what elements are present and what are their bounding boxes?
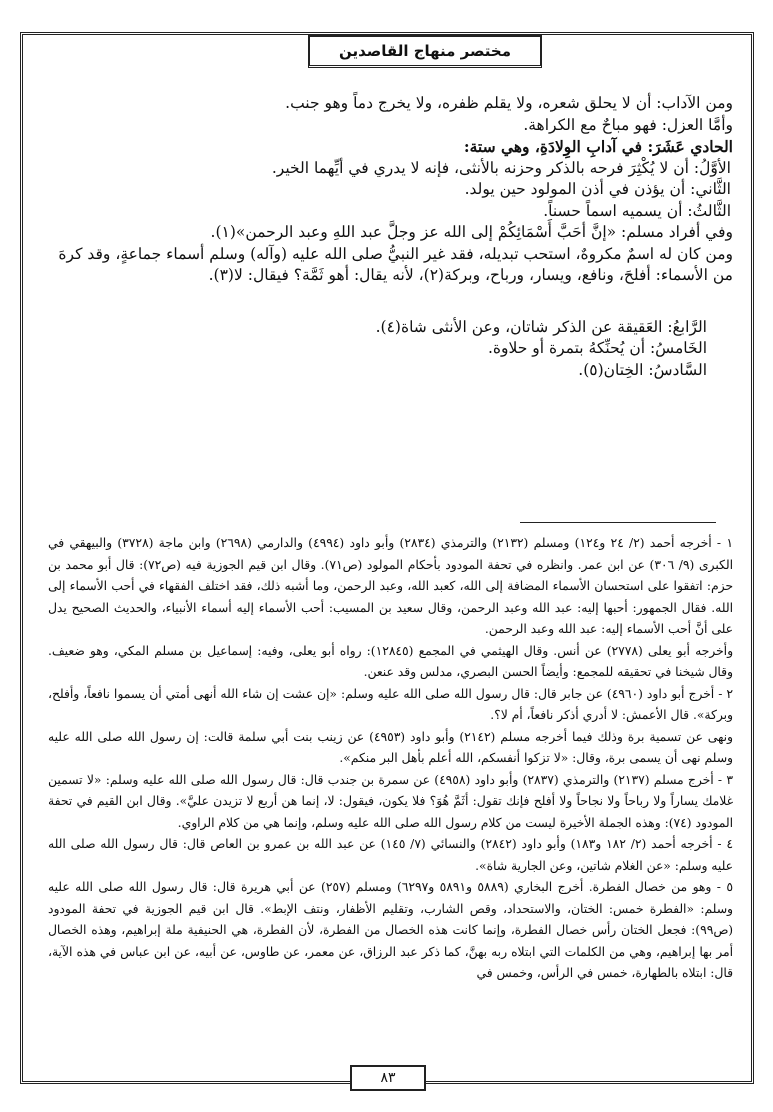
item-fourth: الرَّابعُ: العَقيقة عن الذكر شاتان، وعن الأنثى شاة(٤). [375, 317, 707, 336]
item-second: الثَّاني: أن يؤذن في أذن المولود حين يولد. [464, 180, 731, 198]
paragraph-hadith-names: وفي أفراد مسلم: «إنَّ أحَبَّ أَسْمَائِكُمْ إلى الله عز وجلَّ عبد اللهِ وعبد الرحمن»(١). [210, 223, 733, 241]
footnotes [48, 533, 733, 985]
paragraph-azl: وأمَّا العزل: فهو مباحٌ مع الكراهة. [523, 115, 733, 134]
footnote-1: ١ - أخرجه أحمد (٢/ ٢٤ و١٢٤) ومسلم (٢١٣٢) والترمذي (٢٨٣٤) وأبو داود (٤٩٩٤) والدارمي (٢٦٩٨) وابن ماجة (٣٧٢٨) والبيهقي في الكبرى (٩/ ٣٠٦) عن ابن عمر. وانظره في تحفة المودود بأحكام المولود (ص٧١). وقال ابن قيم الجوزية فيه (ص٧٢): قال أبو محمد بن حزم: اتفقوا على استحسان الأسماء المضافة إلى الله، كعبد الله، وعبد الرحمن، وما أشبه ذلك، فقد اختلف الفقهاء في أحب الأسماء إلى الله. فقال الجمهور: أحبها إليه: عبد الله وعبد الرحمن، وقال سعيد بن المسيب: أحب الأسماء إليه أسماء الأنبياء، والحديث الصحيح يدل على أنَّ أحب الأسماء إليه: عبد الله وعبد الرحمن. [48, 536, 734, 636]
footnote-2: ٢ - أخرج أبو داود (٤٩٦٠) عن جابر قال: قال رسول الله صلى الله عليه وسلم: «إن عشت إن شاء الله أنهى أمتي أن يسموا نافعاً، وأفلح، وبركة». قال الأعمش: لا أدري أذكر نافعاً، أم لا؟. [48, 686, 733, 722]
footnote-5: ٥ - وهو من خصال الفطرة. أخرج البخاري (٥٨٨٩ و٥٨٩١ و٦٢٩٧) ومسلم (٢٥٧) عن أبي هريرة قال: قال رسول الله صلى الله عليه وسلم: «الفطرة خمس: الختان، والاستحداد، وقص الشارب، وتقليم الأظفار، ونتف الإبط». قال ابن قيم الجوزية في تحفة المودود (ص٩٩): فجعل الختان رأس خصال الفطرة، وإنما كانت هذه الخصال من الفطرة، لأن الفطرة، هي الحنيفية ملة إبراهيم، وهذه الخصال أمر بها إبراهيم، وهي من الكلمات التي ابتلاه ربه بهنَّ، كما ذكر عبد الرزاق، عن معمر، عن طاوس، عن أبيه، عن ابن عباس في هذه الآية، قال: ابتلاه بالطهارة، خمس في الرأس، وخمس في [48, 880, 733, 980]
footnote-separator [520, 522, 716, 523]
section-heading-wiladah: الحادي عَشَرَ: في آدابِ الوِلادَةِ، وهي ستة: [463, 137, 733, 156]
item-sixth: السَّادسُ: الخِتان(٥). [578, 360, 707, 379]
footnote-1-cont: وأخرجه أبو يعلى (٢٧٧٨) عن أنس. وقال الهيثمي في المجمع (١٢٨٤٥): رواه أبو يعلى، وفيه: إسماعيل بن مسلم المكي، وهو ضعيف. وقال شيخنا في تحقيقه للمجمع: وأيضاً الحسن البصري، مدلس وقد عنعن. [48, 643, 734, 679]
running-header: مختصر منهاج القاصدين [308, 35, 542, 68]
item-first: الأوَّلُ: أن لا يُكْثِرَ فرحه بالذكر وحزنه بالأنثى، فإنه لا يدري في أيِّهما الخير. [271, 158, 731, 177]
footnote-4: ٤ - أخرجه أحمد (٢/ ١٨٢ و١٨٣) وأبو داود (٢٨٤٢) والنسائي (٧/ ١٤٥) عن عبد الله بن عمرو بن العاص قال: قال رسول الله صلى الله عليه وسلم: «عن الغلام شاتين، وعن الجارية شاة». [48, 837, 734, 873]
main-text [48, 93, 733, 381]
paragraph-disliked-names: ومن كان له اسمٌ مكروهٌ، استحب تبديله، فقد غير النبيُّ صلى الله عليه (وآله) وسلم أسماء جماعةٍ، وقد كرهَ من الأسماء: أفلحَ، ونافع، ويسار، ورباح، وبركة(٢)، لأنه يقال: أهو ثَمَّة؟ فيقال: لا(٣). [58, 244, 733, 284]
item-fifth: الخَامسُ: أن يُحنِّكهُ بتمرة أو حلاوة. [487, 339, 707, 357]
paragraph-adab: ومن الآداب: أن لا يحلق شعره، ولا يقلم ظفره، ولا يخرج دماً وهو جنب. [285, 94, 733, 112]
footnote-2-cont: ونهى عن تسمية برة وذلك فيما أخرجه مسلم (٢١٤٢) وأبو داود (٤٩٥٣) عن زينب بنت أبي سلمة قالت: إن رسول الله صلى الله عليه وسلم نهى أن يسمى برة، وقال: «لا تزكوا أنفسكم، الله أعلم بأهل البر منكم». [48, 729, 733, 765]
page-number: ٨٣ [350, 1065, 426, 1091]
footnote-3: ٣ - أخرج مسلم (٢١٣٧) والترمذي (٢٨٣٧) وأبو داود (٤٩٥٨) عن سمرة بن جندب قال: قال رسول الله صلى الله عليه وسلم: «لا تسمين غلامك يساراً ولا رباحاً ولا نجاحاً ولا أفلح فإنك تقول: أثَمَّ هُوَ؟ فلا يكون، فيقول: لا، إنما هن أربع لا تزيدن عليَّ». وقال ابن القيم في تحفة المودود (٧٤): وهذه الجملة الأخيرة ليست من كلام رسول الله صلى الله عليه وسلم، وإنما هي من كلام الراوي. [48, 772, 733, 830]
item-third: الثَّالثُ: أن يسميه اسماً حسناً. [543, 201, 731, 220]
